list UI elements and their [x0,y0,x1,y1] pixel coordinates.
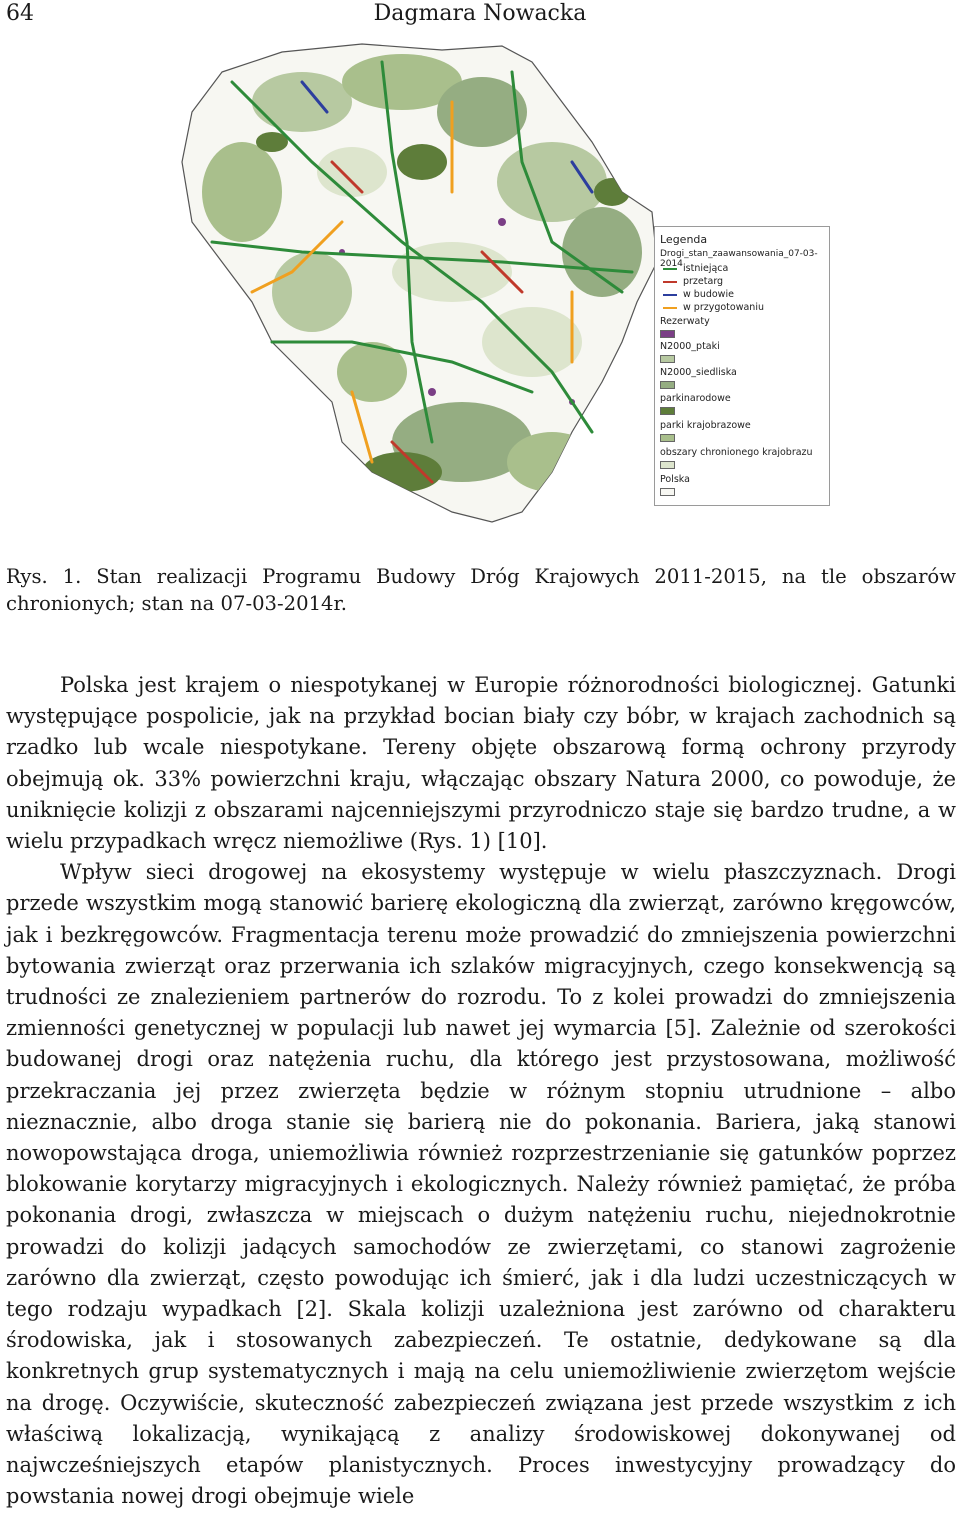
swatch-icon [660,488,675,496]
legend-title: Legenda [660,233,708,246]
swatch-icon [660,330,675,338]
legend-label-landscape-areas: obszary chronionego krajobrazu [660,447,813,458]
page-number: 64 [6,1,34,26]
body-text [6,670,956,1512]
line-symbol-icon [663,268,677,270]
map-figure [152,42,842,532]
paragraph: Wpływ sieci drogowej na ekosystemy występuje w wielu płaszczyznach. Drogi przede wszystkim mogą stanowić barierę ekologiczną dla zwierząt, zarówno kręgowców, jak i bezkręgowców. Fragmentacja terenu może prowadzić do zmniejszenia powierzchni bytowania zwierząt oraz przerwania ich szlaków migracyjnych, czego konsekwencją są trudności ze znalezieniem partnerów do rozrodu. To z kolei prowadzi do zmniejszenia zmienności genetycznej w populacji lub nawet jej wymarcia [5]. Zależnie od szerokości budowanej drogi oraz natężenia ruchu, dla którego jest przystosowana, możliwość przekraczania jej przez zwierzęta będzie w różnym stopniu utrudnione – albo nieznacznie, albo droga stanie się barierą nie do pokonania. Bariera, jaką stanowi nowopowstająca droga, uniemożliwia również rozprzestrzenianie się gatunków poprzez blokowanie korytarzy migracyjnych i ekologicznych. Należy również pamiętać, że próba pokonania drogi, zwłaszcza w miejscach o dużym natężeniu ruchu, niejednokrotnie prowadzi do kolizji jadących samochodów ze zwierzętami, co stanowi zagrożenie zarówno dla zwierząt, często powodując ich śmierć, jak i dla ludzi uczestniczących w tego rodzaju wypadkach [2]. Skala kolizji uzależniona jest zarówno od charakteru środowiska, jak i stosowanych zabezpieczeń. Te ostatnie, dedykowane są dla konkretnych grup systematycznych i mają na celu uniemożliwienie zwierzętom wejście na drogę. Oczywiście, skuteczność zabezpieczeń związana jest przede wszystkim z ich właściwą lokalizacją, wynikającą z analizy środowiskowej dokonywanej od najwcześniejszych etapów planistycznych. Proces inwestycyjny prowadzący do powstania nowej drogi obejmuje wiele [6,860,956,1509]
legend-item-existing: istniejąca [663,263,728,275]
line-symbol-icon [663,307,677,309]
legend-label-habitats: N2000_siedliska [660,367,737,378]
legend-label-poland: Polska [660,474,690,485]
line-symbol-icon [663,281,677,283]
legend-label-birds: N2000_ptaki [660,341,720,352]
page-header [0,0,960,36]
legend-label-reserves: Rezerwaty [660,316,710,327]
map-legend [654,226,830,506]
legend-label-national-parks: parkinarodowe [660,393,731,404]
swatch-icon [660,407,675,415]
swatch-icon [660,381,675,389]
legend-item-tender: przetarg [663,276,723,288]
line-symbol-icon [663,294,677,296]
figure-caption: Rys. 1. Stan realizacji Programu Budowy Dróg Krajowych 2011-2015, na tle obszarów chronionych; stan na 07-03-2014r. [6,565,956,615]
legend-item-preparation: w przygotowaniu [663,302,764,314]
running-head: Dagmara Nowacka [373,1,587,26]
swatch-icon [660,355,675,363]
legend-item-construction: w budowie [663,289,734,301]
swatch-icon [660,434,675,442]
legend-label-landscape-parks: parki krajobrazowe [660,420,751,431]
swatch-icon [660,461,675,469]
legend-subtitle: Drogi_stan_zaawansowania_07-03-2014 [660,249,818,269]
paragraph: Polska jest krajem o niespotykanej w Europie różnorodności biologicznej. Gatunki występujące pospolicie, jak na przykład bocian biały czy bóbr, w krajach zachodnich są rzadko lub wcale niespotykane. Tereny objęte obszarową formą ochrony przyrody obejmują ok. 33% powierzchni kraju, włączając obszary Natura 2000, co powoduje, że uniknięcie kolizji z obszarami najcenniejszymi przyrodniczo staje się bardzo trudne, a w wielu przypadkach wręcz niemożliwe (Rys. 1) [10]. [6,673,956,854]
